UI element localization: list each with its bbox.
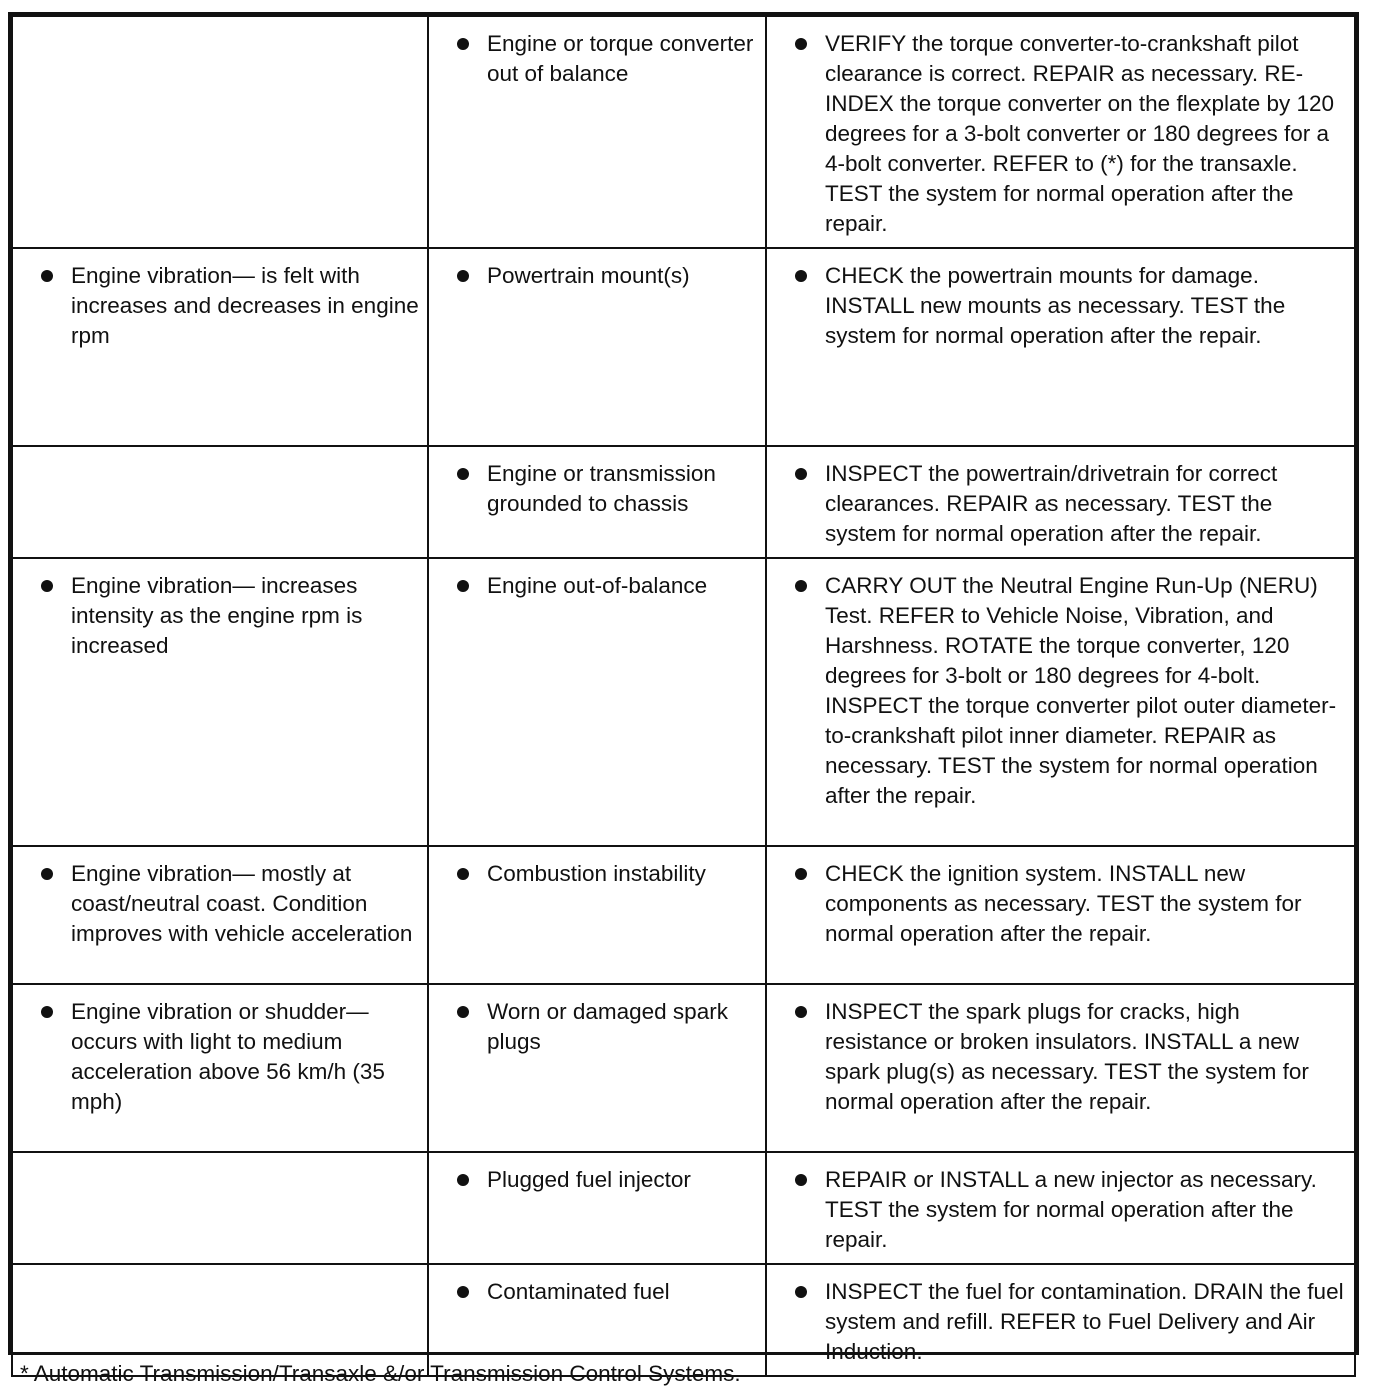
action-cell (766, 846, 1355, 984)
action-text: CHECK the ignition system. INSTALL new components as necessary. TEST the system for normal operation after the repair. (791, 859, 1346, 949)
cause-cell (428, 846, 766, 984)
table-row (12, 984, 1355, 1152)
symptom-cell (12, 248, 428, 446)
action-text: INSPECT the spark plugs for cracks, high resistance or broken insulators. INSTALL a new spark plug(s) as necessary. TEST the system for normal operation after the repair. (791, 997, 1346, 1117)
cause-text: Engine or transmission grounded to chassis (453, 459, 757, 519)
table-row (12, 846, 1355, 984)
action-cell (766, 446, 1355, 558)
action-cell (766, 248, 1355, 446)
footnote: * Automatic Transmission/Transaxle &/or Transmission Control Systems. (20, 1361, 741, 1386)
table-row (12, 16, 1355, 248)
cause-cell (428, 248, 766, 446)
diagnosis-table (11, 15, 1356, 1377)
symptom-text: Engine vibration— is felt with increases and decreases in engine rpm (37, 261, 419, 351)
symptom-cell (12, 846, 428, 984)
cause-cell (428, 1152, 766, 1264)
cause-text: Contaminated fuel (453, 1277, 757, 1307)
cause-text: Engine or torque converter out of balance (453, 29, 757, 89)
symptom-cell (12, 984, 428, 1152)
action-cell (766, 1152, 1355, 1264)
diagnosis-table-frame (8, 12, 1359, 1364)
cause-cell (428, 558, 766, 846)
symptom-cell (12, 558, 428, 846)
action-cell (766, 16, 1355, 248)
action-cell (766, 984, 1355, 1152)
cause-cell (428, 984, 766, 1152)
cause-text: Plugged fuel injector (453, 1165, 757, 1195)
table-row (12, 1152, 1355, 1264)
action-text: INSPECT the fuel for contamination. DRAIN the fuel system and refill. REFER to Fuel Delivery and Air Induction. (791, 1277, 1346, 1367)
cause-cell (428, 446, 766, 558)
symptom-text: Engine vibration— increases intensity as the engine rpm is increased (37, 571, 419, 661)
symptom-cell (12, 16, 428, 248)
cause-text: Worn or damaged spark plugs (453, 997, 757, 1057)
cause-text: Engine out-of-balance (453, 571, 757, 601)
table-row (12, 558, 1355, 846)
action-text: CARRY OUT the Neutral Engine Run-Up (NERU) Test. REFER to Vehicle Noise, Vibration, and Harshness. ROTATE the torque converter, 120 degrees for 3-bolt or 180 degrees for 4-bolt. INSPECT the torque converter pilot outer diameter-to-crankshaft pilot inner diameter. REPAIR as necessary. TEST the system for normal operation after the repair. (791, 571, 1346, 811)
table-row (12, 248, 1355, 446)
action-text: CHECK the powertrain mounts for damage. INSTALL new mounts as necessary. TEST the system for normal operation after the repair. (791, 261, 1346, 351)
action-cell (766, 1264, 1355, 1376)
cause-text: Combustion instability (453, 859, 757, 889)
symptom-text: Engine vibration— mostly at coast/neutral coast. Condition improves with vehicle acceleration (37, 859, 419, 949)
action-cell (766, 558, 1355, 846)
symptom-cell (12, 446, 428, 558)
action-text: INSPECT the powertrain/drivetrain for correct clearances. REPAIR as necessary. TEST the system for normal operation after the repair. (791, 459, 1346, 549)
cause-cell (428, 16, 766, 248)
cause-text: Powertrain mount(s) (453, 261, 757, 291)
action-text: VERIFY the torque converter-to-crankshaft pilot clearance is correct. REPAIR as necessary. RE-INDEX the torque converter on the flexplate by 120 degrees for a 3-bolt converter or 180 degrees for a 4-bolt converter. REFER to (*) for the transaxle. TEST the system for normal operation after the repair. (791, 29, 1346, 239)
table-row (12, 446, 1355, 558)
symptom-cell (12, 1152, 428, 1264)
action-text: REPAIR or INSTALL a new injector as necessary. TEST the system for normal operation after the repair. (791, 1165, 1346, 1255)
symptom-text: Engine vibration or shudder— occurs with light to medium acceleration above 56 km/h (35 mph) (37, 997, 419, 1117)
